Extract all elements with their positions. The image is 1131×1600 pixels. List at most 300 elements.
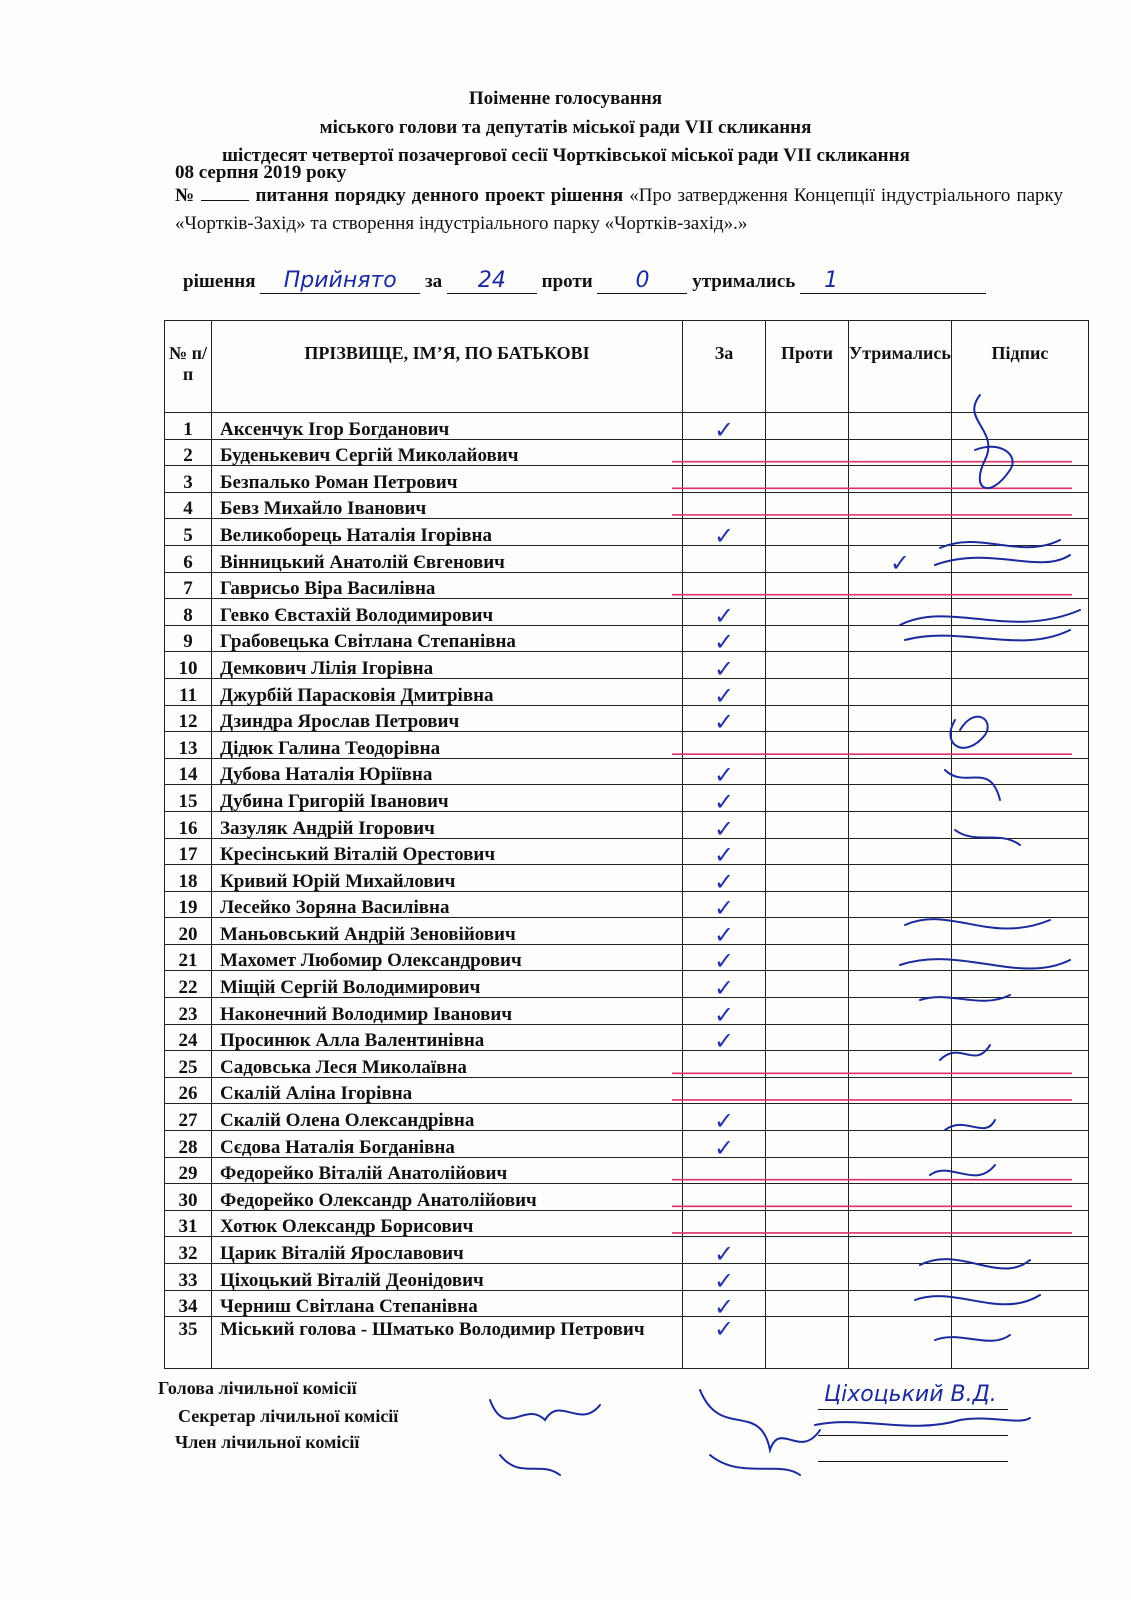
vote-against-cell: [766, 545, 849, 572]
header-name: ПРІЗВИЩЕ, ІМ’Я, ПО БАТЬКОВІ: [212, 321, 683, 413]
table-row: [165, 439, 1089, 466]
agenda-item: [175, 182, 1063, 238]
checkmark-icon: ✓: [713, 708, 735, 737]
signature-cell: [951, 1157, 1088, 1184]
vote-against-cell: [766, 519, 849, 546]
vote-against-cell: [766, 1210, 849, 1237]
signature-cell: [951, 519, 1088, 546]
row-number: 6: [165, 545, 212, 572]
vote-abstain-cell: [849, 466, 952, 493]
checkmark-icon: ✓: [713, 920, 735, 949]
member-name: Аксенчук Ігор Богданович: [212, 413, 683, 440]
row-number: 33: [165, 1264, 212, 1291]
row-number: 26: [165, 1077, 212, 1104]
checkmark-icon: ✓: [713, 1240, 735, 1268]
vote-for-cell: [683, 944, 766, 976]
checkmark-icon: ✓: [713, 974, 735, 1003]
member-name: Дубина Григорій Іванович: [212, 785, 683, 812]
member-name: Гевко Євстахій Володимирович: [212, 599, 683, 626]
member-name: Демкович Лілія Ігорівна: [212, 652, 683, 679]
table-row: [165, 785, 1089, 812]
vote-for-cell: [683, 891, 766, 923]
vote-for-cell: [683, 466, 766, 493]
signature-cell: [951, 998, 1088, 1025]
table-row: [165, 625, 1089, 652]
member-name: Садовська Леся Миколаївна: [212, 1051, 683, 1078]
vote-against-cell: [766, 413, 849, 440]
vote-for-cell: [683, 652, 766, 683]
row-number: 14: [165, 758, 212, 785]
table-row: [165, 838, 1089, 865]
signature-cell: [951, 865, 1088, 892]
table-row: [165, 1290, 1089, 1317]
row-number: 15: [165, 785, 212, 812]
vote-abstain-cell: [849, 413, 952, 440]
vote-for-cell: [683, 519, 766, 550]
vote-for-cell: [683, 811, 766, 843]
vote-abstain-cell: [849, 732, 952, 759]
footer-secretary-label: Секретар лічильної комісії: [178, 1406, 399, 1426]
table-row: [165, 1157, 1089, 1184]
vote-for-cell: [683, 1184, 766, 1211]
chair-signature-line: [818, 1408, 1008, 1410]
member-name: Грабовецька Світлана Степанівна: [212, 625, 683, 652]
row-number: 27: [165, 1104, 212, 1131]
member-name: Сєдова Наталія Богданівна: [212, 1131, 683, 1158]
vote-against-cell: [766, 732, 849, 759]
signature-cell: [951, 1104, 1088, 1131]
member-name: Лесейко Зоряна Василівна: [212, 891, 683, 918]
checkmark-icon: ✓: [713, 628, 735, 657]
vote-against-cell: [766, 865, 849, 892]
header-abstain: Утримались: [849, 321, 952, 413]
vote-against-cell: [766, 758, 849, 785]
table-row: [165, 1024, 1089, 1051]
document-title: Поіменне голосування: [468, 88, 663, 109]
vote-against-cell: [766, 998, 849, 1025]
row-number: 35: [165, 1317, 212, 1369]
member-name: Вінницький Анатолій Євгенович: [212, 545, 683, 572]
signature-cell: [951, 705, 1088, 732]
vote-table: [164, 320, 1089, 1369]
member-name: Гаврисьо Віра Василівна: [212, 572, 683, 599]
checkmark-icon: ✓: [713, 654, 735, 683]
checkmark-icon: ✓: [713, 601, 735, 630]
signature-cell: [951, 1077, 1088, 1104]
vote-for-cell: [683, 492, 766, 519]
row-number: 28: [165, 1131, 212, 1158]
vote-abstain-cell: [849, 891, 952, 918]
signature-cell: [951, 466, 1088, 493]
signature-cell: [951, 413, 1088, 440]
checkmark-icon: ✓: [713, 841, 735, 870]
table-row: [165, 891, 1089, 918]
table-row: [165, 811, 1089, 838]
table-row: [165, 1184, 1089, 1211]
footer-chair-label: Голова лічильної комісії: [158, 1378, 357, 1398]
signature-cell: [951, 1290, 1088, 1317]
vote-abstain-cell: [849, 1131, 952, 1158]
signature-cell: [951, 1317, 1088, 1369]
row-number: 13: [165, 732, 212, 759]
agenda-text-quote: «Про затвердження Концепції індустріального парку «Чортків-Захід» та створення індустріального парку «Чортків-захід».»: [175, 185, 1064, 234]
row-number: 20: [165, 918, 212, 945]
member-name: Царик Віталій Ярославович: [212, 1237, 683, 1264]
vote-abstain-cell: [849, 1290, 952, 1317]
signature-cell: [951, 1051, 1088, 1078]
table-row: [165, 944, 1089, 971]
signature-scribble: [490, 1400, 600, 1475]
vote-against-cell: [766, 599, 849, 626]
vote-abstain-cell: [849, 865, 952, 892]
vote-against-cell: [766, 1237, 849, 1264]
vote-for-cell: [683, 865, 766, 896]
against-label: проти: [541, 271, 593, 292]
vote-for-cell: [683, 918, 766, 949]
checkmark-icon: ✓: [713, 1315, 735, 1344]
vote-for-cell: [683, 838, 766, 870]
vote-for-cell: [683, 998, 766, 1029]
vote-abstain-cell: [849, 1264, 952, 1291]
row-number: 17: [165, 838, 212, 865]
member-name: Черниш Світлана Степанівна: [212, 1290, 683, 1317]
member-name: Зазуляк Андрій Ігорович: [212, 811, 683, 838]
signature-cell: [951, 545, 1088, 572]
vote-abstain-cell: [849, 545, 952, 577]
vote-abstain-cell: [849, 1157, 952, 1184]
vote-abstain-cell: [849, 1317, 952, 1369]
table-row: [165, 1131, 1089, 1158]
vote-against-cell: [766, 705, 849, 732]
member-name: Наконечний Володимир Іванович: [212, 998, 683, 1025]
secretary-signature-line: [818, 1434, 1008, 1436]
row-number: 12: [165, 705, 212, 732]
abstain-count: 1: [824, 268, 839, 293]
vote-abstain-cell: [849, 1104, 952, 1131]
signature-cell: [951, 439, 1088, 466]
row-number: 3: [165, 466, 212, 493]
table-row: [165, 1264, 1089, 1291]
vote-abstain-cell: [849, 1184, 952, 1211]
signature-cell: [951, 1237, 1088, 1264]
checkmark-icon: ✓: [713, 1293, 735, 1322]
member-name: Дзиндра Ярослав Петрович: [212, 705, 683, 732]
vote-abstain-cell: [849, 758, 952, 785]
member-name: Безпалько Роман Петрович: [212, 466, 683, 493]
vote-table-body: [165, 413, 1089, 1369]
checkmark-icon: ✓: [713, 894, 735, 923]
row-number: 34: [165, 1290, 212, 1317]
vote-against-cell: [766, 811, 849, 838]
checkmark-icon: ✓: [713, 814, 735, 843]
table-row: [165, 918, 1089, 945]
vote-against-cell: [766, 838, 849, 865]
signature-cell: [951, 678, 1088, 705]
signature-cell: [951, 971, 1088, 998]
member-name: Ціхоцький Віталій Деонідович: [212, 1264, 683, 1291]
header-for: За: [683, 321, 766, 413]
table-row: [165, 971, 1089, 998]
signature-scribble: [815, 1418, 1030, 1426]
vote-abstain-cell: [849, 625, 952, 652]
table-row: [165, 1051, 1089, 1078]
vote-against-cell: [766, 652, 849, 679]
member-name: Федорейко Віталій Анатолійович: [212, 1157, 683, 1184]
row-number: 2: [165, 439, 212, 466]
table-row: [165, 758, 1089, 785]
vote-for-cell: [683, 599, 766, 630]
row-number: 16: [165, 811, 212, 838]
row-number: 21: [165, 944, 212, 971]
row-number: 19: [165, 891, 212, 918]
signature-cell: [951, 944, 1088, 971]
vote-abstain-cell: [849, 785, 952, 812]
row-number: 23: [165, 998, 212, 1025]
header-line-2: міського голови та депутатів міської ради VII скликання: [319, 117, 812, 138]
table-row: [165, 678, 1089, 705]
vote-abstain-cell: [849, 492, 952, 519]
vote-against-cell: [766, 785, 849, 812]
vote-abstain-cell: [849, 944, 952, 971]
signature-cell: [951, 891, 1088, 918]
checkmark-icon: ✓: [713, 681, 735, 710]
checkmark-icon: ✓: [713, 521, 735, 550]
vote-abstain-cell: [849, 811, 952, 838]
member-name: Федорейко Олександр Анатолійович: [212, 1184, 683, 1211]
table-row: [165, 519, 1089, 546]
vote-against-cell: [766, 1157, 849, 1184]
row-number: 5: [165, 519, 212, 546]
vote-against-cell: [766, 1077, 849, 1104]
vote-for-cell: [683, 413, 766, 444]
signature-cell: [951, 1210, 1088, 1237]
vote-abstain-cell: [849, 1077, 952, 1104]
vote-abstain-cell: [849, 1210, 952, 1237]
table-row: [165, 1104, 1089, 1131]
signature-cell: [951, 1264, 1088, 1291]
member-name: Бевз Михайло Іванович: [212, 492, 683, 519]
signature-cell: [951, 625, 1088, 652]
table-row: [165, 652, 1089, 679]
row-number: 32: [165, 1237, 212, 1264]
member-name: Міський голова - Шматько Володимир Петрович: [212, 1317, 683, 1369]
vote-against-cell: [766, 1131, 849, 1158]
vote-for-cell: [683, 758, 766, 790]
vote-for-cell: [683, 1104, 766, 1136]
table-row: [165, 1210, 1089, 1237]
vote-abstain-cell: [849, 971, 952, 998]
member-name: Просинюк Алла Валентинівна: [212, 1024, 683, 1051]
table-row: [165, 865, 1089, 892]
checkmark-icon: ✓: [713, 947, 735, 976]
table-row: [165, 1237, 1089, 1264]
signature-cell: [951, 1131, 1088, 1158]
vote-for-cell: [683, 1077, 766, 1104]
decision-line: [183, 268, 986, 294]
agenda-number-blank: [201, 182, 249, 201]
vote-abstain-cell: [849, 998, 952, 1025]
vote-against-cell: [766, 1104, 849, 1131]
signature-cell: [951, 811, 1088, 838]
row-number: 25: [165, 1051, 212, 1078]
for-label: за: [425, 271, 443, 292]
member-name: Джурбій Парасковія Дмитрівна: [212, 678, 683, 705]
row-number: 24: [165, 1024, 212, 1051]
vote-against-cell: [766, 1051, 849, 1078]
table-row: [165, 705, 1089, 732]
header-line-3: шістдесят четвертої позачергової сесії Чортківської міської ради VII скликання: [222, 145, 910, 166]
checkmark-icon: ✓: [889, 548, 911, 577]
row-number: 29: [165, 1157, 212, 1184]
member-name: Скалій Олена Олександрівна: [212, 1104, 683, 1131]
checkmark-icon: ✓: [713, 415, 735, 444]
vote-against-cell: [766, 971, 849, 998]
decision-label: рішення: [183, 271, 256, 292]
vote-abstain-cell: [849, 519, 952, 546]
checkmark-icon: ✓: [713, 1000, 735, 1029]
vote-for-cell: [683, 572, 766, 599]
table-row: [165, 599, 1089, 626]
member-name: Дубова Наталія Юріївна: [212, 758, 683, 785]
table-row: [165, 1317, 1089, 1369]
checkmark-icon: ✓: [713, 787, 735, 816]
member-name: Хотюк Олександр Борисович: [212, 1210, 683, 1237]
signature-scribble: [700, 1390, 820, 1475]
member-name: Махомет Любомир Олександрович: [212, 944, 683, 971]
vote-for-cell: [683, 705, 766, 737]
for-count: 24: [477, 268, 506, 293]
vote-against-cell: [766, 1184, 849, 1211]
vote-abstain-cell: [849, 1024, 952, 1051]
header-signature: Підпис: [951, 321, 1088, 413]
vote-abstain-cell: [849, 652, 952, 679]
session-date: 08 серпня 2019 року: [175, 162, 347, 183]
signature-cell: [951, 732, 1088, 759]
checkmark-icon: ✓: [713, 1266, 735, 1295]
row-number: 9: [165, 625, 212, 652]
row-number: 1: [165, 413, 212, 440]
decision-value: Прийнято: [283, 268, 397, 293]
vote-against-cell: [766, 678, 849, 705]
member-name: Кресінський Віталій Орестович: [212, 838, 683, 865]
table-row: [165, 413, 1089, 440]
row-number: 22: [165, 971, 212, 998]
signature-cell: [951, 652, 1088, 679]
row-number: 18: [165, 865, 212, 892]
vote-against-cell: [766, 625, 849, 652]
vote-against-cell: [766, 1024, 849, 1051]
vote-abstain-cell: [849, 838, 952, 865]
vote-for-cell: [683, 971, 766, 1003]
vote-against-cell: [766, 918, 849, 945]
vote-for-cell: [683, 1237, 766, 1268]
vote-against-cell: [766, 1290, 849, 1317]
table-row: [165, 545, 1089, 572]
row-number: 31: [165, 1210, 212, 1237]
vote-against-cell: [766, 466, 849, 493]
vote-table-header: [165, 321, 1089, 413]
signature-cell: [951, 492, 1088, 519]
vote-against-cell: [766, 1317, 849, 1369]
vote-abstain-cell: [849, 678, 952, 705]
signature-cell: [951, 1184, 1088, 1211]
agenda-text-bold: питання порядку денного проект рішення: [255, 185, 624, 206]
against-count: 0: [635, 268, 650, 293]
footer-member-label: Член лічильної комісії: [175, 1432, 360, 1452]
checkmark-icon: ✓: [713, 761, 735, 790]
vote-against-cell: [766, 572, 849, 599]
signature-cell: [951, 838, 1088, 865]
table-row: [165, 572, 1089, 599]
checkmark-icon: ✓: [713, 867, 735, 896]
member-name: Великоборець Наталія Ігорівна: [212, 519, 683, 546]
row-number: 11: [165, 678, 212, 705]
vote-against-cell: [766, 891, 849, 918]
header-against: Проти: [766, 321, 849, 413]
signature-cell: [951, 1024, 1088, 1051]
member-name: Буденькевич Сергій Миколайович: [212, 439, 683, 466]
member-signature-line: [818, 1460, 1008, 1462]
vote-for-cell: [683, 1290, 766, 1322]
row-number: 7: [165, 572, 212, 599]
agenda-number-sign: №: [175, 185, 196, 206]
vote-for-cell: [683, 1131, 766, 1162]
checkmark-icon: ✓: [713, 1133, 735, 1162]
vote-for-cell: [683, 1264, 766, 1295]
vote-for-cell: [683, 1210, 766, 1237]
vote-against-cell: [766, 439, 849, 466]
signature-cell: [951, 785, 1088, 812]
vote-against-cell: [766, 492, 849, 519]
row-number: 10: [165, 652, 212, 679]
vote-for-cell: [683, 1317, 766, 1369]
abstain-label: утримались: [692, 271, 796, 292]
vote-abstain-cell: [849, 599, 952, 626]
vote-abstain-cell: [849, 705, 952, 732]
row-number: 4: [165, 492, 212, 519]
header-num: № п/п: [165, 321, 212, 413]
checkmark-icon: ✓: [713, 1107, 735, 1136]
checkmark-icon: ✓: [713, 1027, 735, 1056]
row-number: 30: [165, 1184, 212, 1211]
table-row: [165, 998, 1089, 1025]
chair-handwritten-name: Ціхоцький В.Д.: [824, 1382, 997, 1407]
vote-for-cell: [683, 625, 766, 657]
table-row: [165, 1077, 1089, 1104]
signature-cell: [951, 758, 1088, 785]
member-name: Маньовський Андрій Зеновійович: [212, 918, 683, 945]
table-row: [165, 492, 1089, 519]
member-name: Кривий Юрій Михайлович: [212, 865, 683, 892]
signature-cell: [951, 599, 1088, 626]
vote-for-cell: [683, 785, 766, 816]
table-row: [165, 732, 1089, 759]
vote-abstain-cell: [849, 1051, 952, 1078]
vote-abstain-cell: [849, 918, 952, 945]
vote-abstain-cell: [849, 1237, 952, 1264]
signature-cell: [951, 918, 1088, 945]
member-name: Скалій Аліна Ігорівна: [212, 1077, 683, 1104]
row-number: 8: [165, 599, 212, 626]
vote-against-cell: [766, 1264, 849, 1291]
member-name: Міщій Сергій Володимирович: [212, 971, 683, 998]
vote-for-cell: [683, 678, 766, 710]
signature-cell: [951, 572, 1088, 599]
table-row: [165, 466, 1089, 493]
vote-against-cell: [766, 944, 849, 971]
vote-abstain-cell: [849, 439, 952, 466]
member-name: Дідюк Галина Теодорівна: [212, 732, 683, 759]
